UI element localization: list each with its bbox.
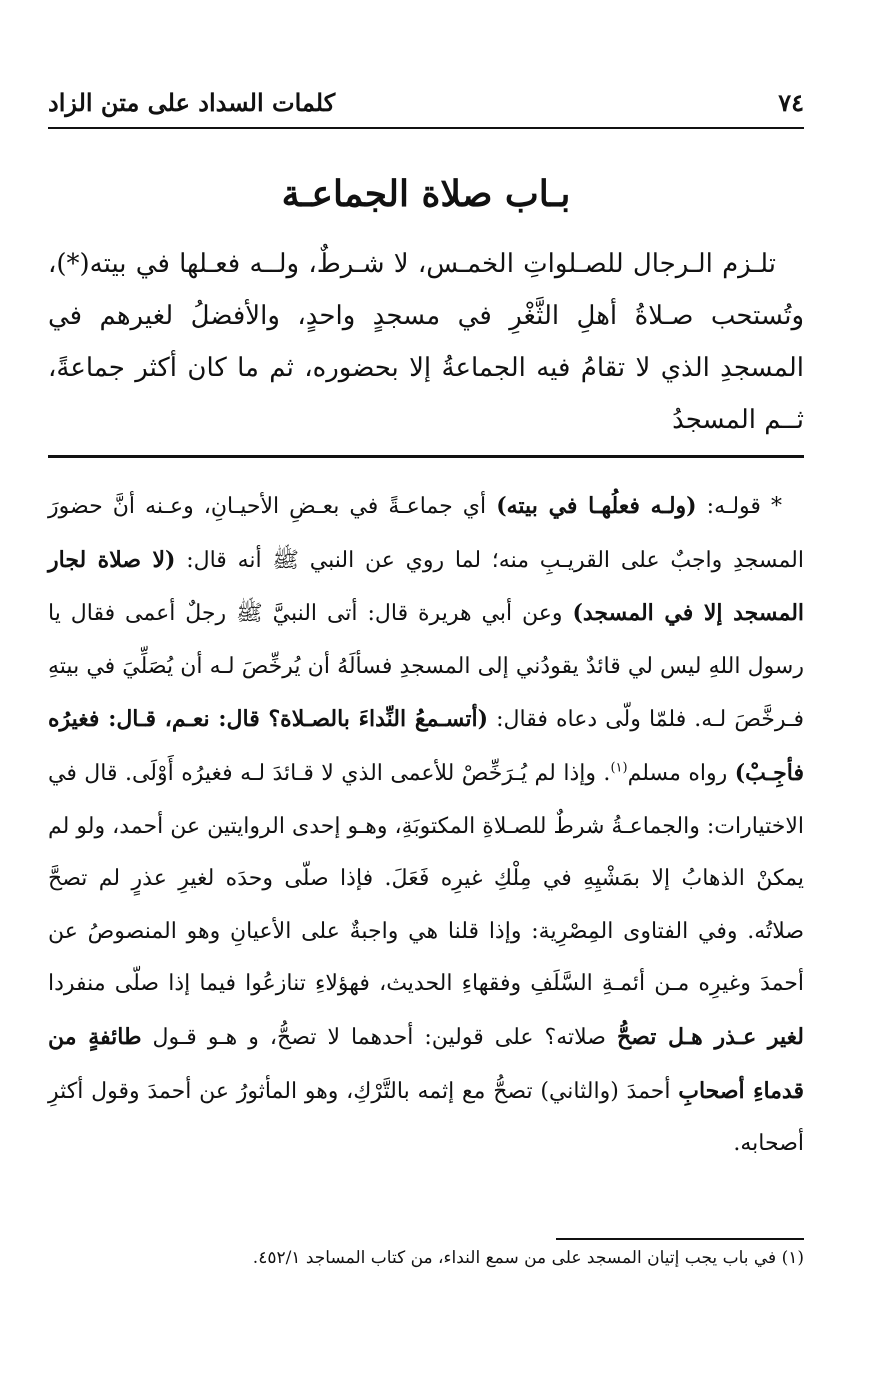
commentary-emphasis: لغير عـذر هـل تصحُّ <box>616 1023 804 1050</box>
footnote: (١) في باب يجب إتيان المسجد على من سمع النداء، من كتاب المساجد ٤٥٢/١. <box>252 1248 804 1268</box>
commentary-paragraph <box>48 480 804 1171</box>
commentary-segment: رواه مسلم <box>627 760 735 786</box>
commentary-segment: أحمدَ (والثاني) تصحُّ مع إثمه بالتَّرْكِ، وهو المأثورُ عن أحمدَ وقول أكثرِ أصحابه. <box>48 1078 804 1157</box>
commentary-emphasis: طائفةٍ من قدماءِ أصحابِ <box>48 1023 804 1104</box>
main-paragraph: تلـزم الـرجال للصـلواتِ الخمـس، لا شـرطٌ، ولــه فعـلها في بيته(*)، وتُستحب صـلاةُ أهلِ الثَّغْرِ في مسجدٍ واحدٍ، والأفضلُ لغيرهم في المسجدِ الذي لا تقامُ فيه الجماعةُ إلا بحضوره، ثم ما كان أكثر جماعةً، ثــم المسجدُ <box>48 249 804 435</box>
commentary-segment: وعن أبي هريرة قال: أتى النبيَّ ﷺ رجلٌ أعمى فقال يا رسول اللهِ ليس لي قائدٌ يقودُني إلى المسجدِ فسألَهُ أن يُرخِّصَ لـه أن يُصَلِّيَ في بيتهِ فـرخَّصَ لـه. فلمّا ولّى دعاه فقال: <box>48 601 804 733</box>
footnote-reference: (١) <box>610 760 628 776</box>
commentary-segment: صلاته؟ على قولين: أحدهما لا تصحُّ، و هـو قـول <box>141 1024 617 1050</box>
main-text <box>48 238 804 446</box>
footnote-rule <box>556 1238 804 1240</box>
commentary-segment: * قولـه: <box>696 494 782 519</box>
commentary <box>48 480 804 1171</box>
running-title: كلمات السداد على متن الزاد <box>48 88 336 117</box>
header-rule <box>48 127 804 129</box>
commentary-segment: أي جماعـةً في بعـضِ الأحيـانِ، وعـنه أنَّ حضورَ المسجدِ واجبٌ على القريـبِ منه؛ لما روي عن النبي ﷺ أنه قال: <box>48 494 804 573</box>
commentary-quote: (ولـه فعلُهـا في بيته) <box>496 493 697 519</box>
commentary-separator-rule <box>48 455 804 458</box>
page-number: ٧٤ <box>778 88 804 117</box>
running-header <box>48 86 804 126</box>
hadith-quote: (لا صلاة لجار المسجد إلا في المسجد) <box>48 546 805 627</box>
chapter-title: بـاب صلاة الجماعـة <box>281 173 571 215</box>
hadith-quote: (أتسـمعُ النِّداءَ بالصـلاة؟ قال: نعـم، قـال: فغيرُه فأجِـبْ) <box>48 706 804 786</box>
commentary-segment: . وإذا لم يُـرَخِّصْ للأعمى الذي لا قـائدَ لـه فغيرُه أَوْلَى. قال في الاختيارات: والجماعـةُ شرطٌ للصـلاةِ المكتوبَةِ، وهـو إحدى الروايتين عن أحمد، ولو لم يمكنْ الذهابُ إلا بمَشْيِهِ في مِلْكِ غيرِه فَعَلَ. فإذا صلّى وحدَه لغيرِ عذرٍ لم تصحَّ صلاتُه. وفي الفتاوى المِصْرِية: وإذا قلنا هي واجبةٌ على الأعيانِ وهو المنصوصُ عن أحمدَ وغيرِه مـن أئمـةِ السَّلَفِ وفقهاءِ الحديث، فهؤلاءِ تنازعُوا فيما إذا صلّى منفردا <box>48 760 804 997</box>
